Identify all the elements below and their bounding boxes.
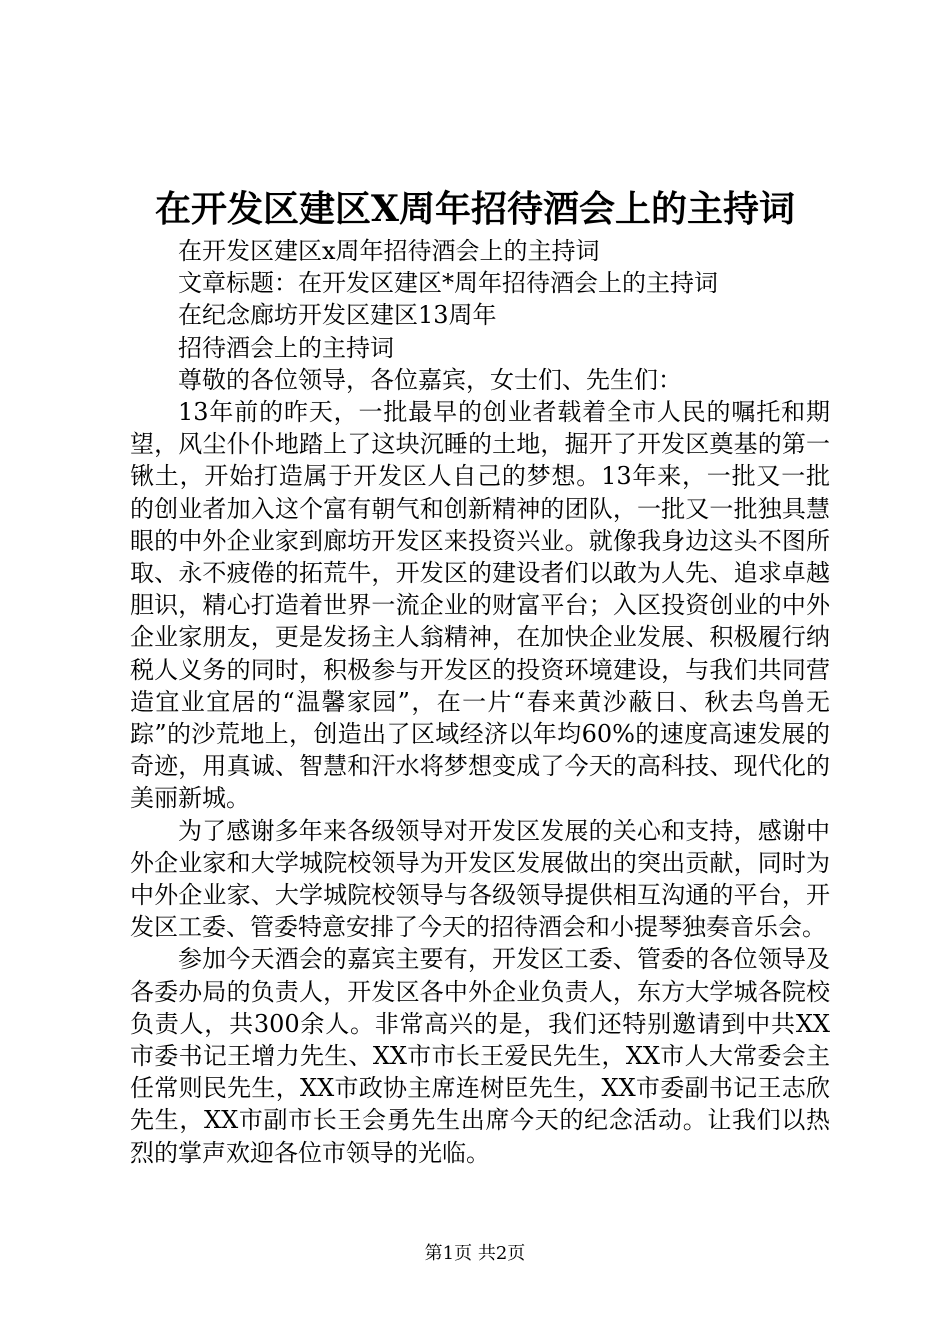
paragraph: 参加今天酒会的嘉宾主要有，开发区工委、管委的各位领导及各委办局的负责人，开发区各中外企业负责人，东方大学城各院校负责人，共300余人。非常高兴的是，我们还特别邀请到中共XX市委书记王增力先生、XX市市长王爱民先生，XX市人大常委会主任常则民先生，XX市政协主席连树臣先生，XX市委副书记王志欣先生，XX市副市长王会勇先生出席今天的纪念活动。让我们以热烈的掌声欢迎各位市领导的光临。: [130, 945, 830, 1167]
header-line: 在开发区建区x周年招待酒会上的主持词: [178, 237, 600, 265]
header-line: 文章标题：在开发区建区*周年招待酒会上的主持词: [178, 269, 718, 298]
salutation: 尊敬的各位领导，各位嘉宾，女士们、先生们：: [178, 365, 682, 394]
header-line: 在纪念廊坊开发区建区13周年: [178, 301, 497, 330]
paragraph: 13年前的昨天，一批最早的创业者载着全市人民的嘱托和期望，风尘仆仆地踏上了这块沉睡的土地，掘开了开发区奠基的第一锹土，开始打造属于开发区人自己的梦想。13年来，一批又一批的创业者加入这个富有朝气和创新精神的团队，一批又一批独具慧眼的中外企业家到廊坊开发区来投资兴业。就像我身边这头不图所取、永不疲倦的拓荒牛，开发区的建设者们以敢为人先、追求卓越胆识，精心打造着世界一流企业的财富平台；入区投资创业的中外企业家朋友，更是发扬主人翁精神，在加快企业发展、积极履行纳税人义务的同时，积极参与开发区的投资环境建设，与我们共同营造宜业宜居的“温馨家园”，在一片“春来黄沙蔽日、秋去鸟兽无踪”的沙荒地上，创造出了区域经济以年均60%的速度高速发展的奇迹，用真诚、智慧和汗水将梦想变成了今天的高科技、现代化的美丽新城。: [130, 398, 830, 813]
page-footer: 第1页 共2页: [424, 1243, 526, 1264]
document-body: [130, 235, 830, 1169]
document-title: 在开发区建区X周年招待酒会上的主持词: [155, 188, 795, 230]
header-line: 招待酒会上的主持词: [178, 333, 394, 362]
paragraph: 为了感谢多年来各级领导对开发区发展的关心和支持，感谢中外企业家和大学城院校领导为开发区发展做出的突出贡献，同时为中外企业家、大学城院校领导与各级领导提供相互沟通的平台，开发区工委、管委特意安排了今天的招待酒会和小提琴独奏音乐会。: [130, 816, 830, 942]
